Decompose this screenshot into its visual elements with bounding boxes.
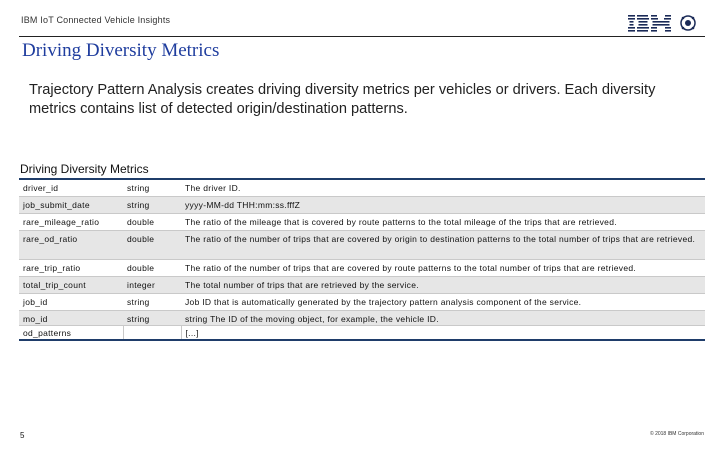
table-row: [19, 325, 705, 340]
field-type-cell: string: [127, 183, 150, 193]
table-row: [19, 276, 705, 293]
field-name-cell: rare_mileage_ratio: [19, 213, 123, 230]
page-title: Driving Diversity Metrics: [22, 40, 220, 61]
ibm-logo: [626, 13, 698, 33]
field-name-cell: total_trip_count: [19, 276, 123, 293]
field-name-cell: job_id: [19, 293, 123, 310]
header-product-name: IBM IoT Connected Vehicle Insights: [21, 15, 171, 25]
field-name-cell: driver_id: [23, 183, 59, 193]
table-row: [19, 259, 705, 276]
field-desc-cell: string The ID of the moving object, for example, the vehicle ID.: [181, 310, 705, 325]
field-desc-cell: The ratio of the number of trips that are covered by route patterns to the total number of trips that are retrieved.: [181, 259, 705, 276]
field-type-cell: double: [123, 213, 181, 230]
field-desc-cell: The total number of trips that are retrieved by the service.: [181, 276, 705, 293]
intro-paragraph: Trajectory Pattern Analysis creates driving diversity metrics per vehicles or drivers. Each diversity metrics contains list of detected origin/destination patterns.: [29, 82, 656, 117]
table-row: [19, 293, 705, 310]
field-type-cell: string: [123, 196, 181, 213]
field-desc-cell: The ratio of the mileage that is covered by route patterns to the total mileage of the trips that are retrieved.: [181, 213, 705, 230]
field-desc-cell: Job ID that is automatically generated by the trajectory pattern analysis component of the service.: [181, 293, 705, 310]
field-type-cell: double: [123, 259, 181, 276]
field-desc-cell: [...]: [181, 325, 705, 340]
field-desc-cell: The ratio of the number of trips that are covered by origin to destination patterns to the total number of trips that are retrieved.: [181, 230, 705, 259]
field-type-cell: string: [123, 310, 181, 325]
field-desc-cell: The driver ID.: [185, 183, 241, 193]
smarter-planet-icon: [681, 16, 695, 30]
table-caption: Driving Diversity Metrics: [20, 162, 149, 176]
field-type-cell: integer: [123, 276, 181, 293]
table-row: [19, 213, 705, 230]
table-row: [19, 310, 705, 325]
field-name-cell: mo_id: [19, 310, 123, 325]
field-name-cell: job_submit_date: [19, 196, 123, 213]
table-row: [19, 179, 705, 196]
metrics-table: [19, 178, 705, 341]
field-name-cell: od_patterns: [19, 325, 123, 340]
table-row: [19, 230, 705, 259]
field-desc-cell: yyyy-MM-dd THH:mm:ss.fffZ: [181, 196, 705, 213]
field-type-cell: double: [123, 230, 181, 259]
header-divider: [19, 36, 705, 37]
copyright-notice: © 2018 IBM Corporation: [650, 431, 704, 437]
field-type-cell: [123, 325, 181, 340]
field-type-cell: string: [123, 293, 181, 310]
page-number: 5: [20, 431, 25, 440]
field-name-cell: rare_trip_ratio: [19, 259, 123, 276]
field-name-cell: rare_od_ratio: [19, 230, 123, 259]
table-row: [19, 196, 705, 213]
